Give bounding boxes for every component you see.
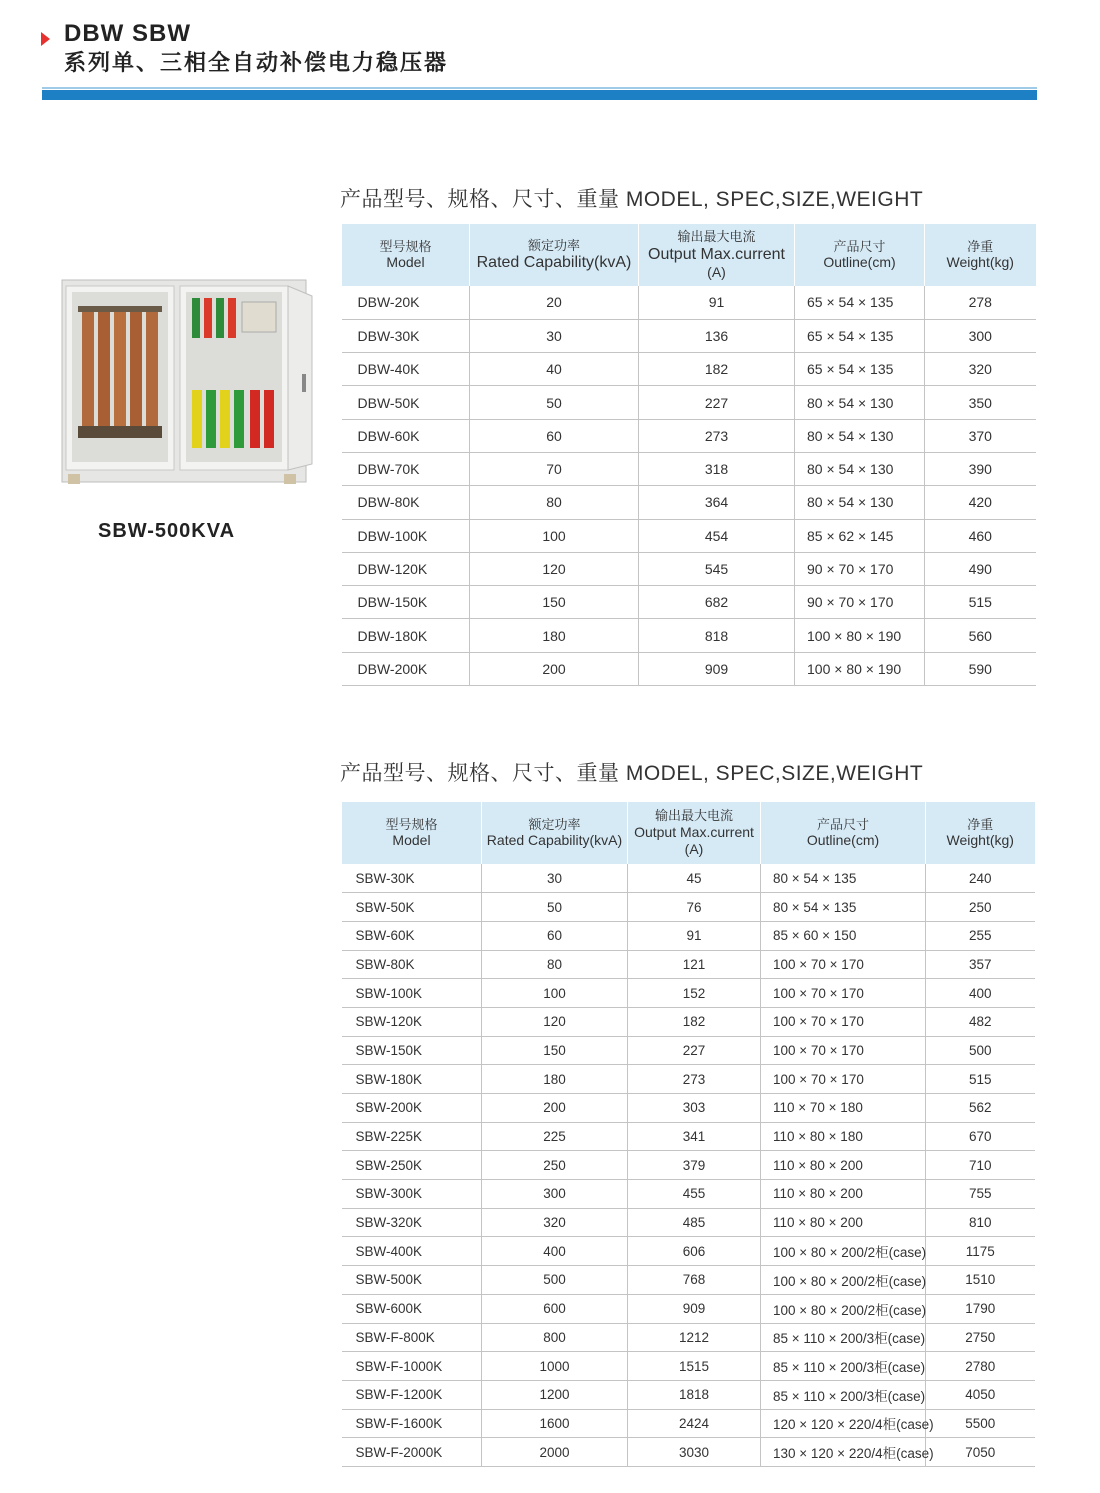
cell-weight: 357: [926, 950, 1035, 979]
cell-model: SBW-200K: [342, 1094, 482, 1123]
cell-weight: 420: [925, 486, 1036, 519]
table-row: [342, 652, 1036, 685]
cell-outline: 65 × 54 × 135: [795, 353, 925, 386]
header-divider-bar: [42, 90, 1037, 100]
cell-model: SBW-100K: [342, 979, 482, 1008]
cell-capability: 80: [470, 486, 639, 519]
cell-capability: 180: [482, 1065, 628, 1094]
cell-model: DBW-40K: [342, 353, 470, 386]
cell-current: 303: [628, 1094, 761, 1123]
cell-model: SBW-60K: [342, 921, 482, 950]
cell-model: DBW-180K: [342, 619, 470, 652]
cell-model: SBW-150K: [342, 1036, 482, 1065]
cell-model: SBW-600K: [342, 1294, 482, 1323]
table-row: [342, 893, 1035, 922]
cell-current: 1212: [628, 1323, 761, 1352]
table-row: [342, 979, 1035, 1008]
cell-weight: 482: [926, 1007, 1035, 1036]
cell-capability: 30: [482, 864, 628, 893]
table-row: [342, 1208, 1035, 1237]
cell-model: SBW-320K: [342, 1208, 482, 1237]
cell-capability: 120: [482, 1007, 628, 1036]
cell-current: 182: [639, 353, 795, 386]
cell-outline: 100 × 70 × 170: [761, 950, 926, 979]
cell-outline: 100 × 80 × 190: [795, 652, 925, 685]
cell-model: SBW-300K: [342, 1180, 482, 1209]
cell-current: 273: [639, 419, 795, 452]
cell-capability: 30: [470, 319, 639, 352]
cell-current: 485: [628, 1208, 761, 1237]
cell-weight: 710: [926, 1151, 1035, 1180]
table-row: [342, 1237, 1035, 1266]
header-current: 输出最大电流 Output Max.current (A): [628, 802, 761, 864]
header-weight: 净重 Weight(kg): [926, 802, 1035, 864]
cell-current: 1818: [628, 1380, 761, 1409]
cell-weight: 1790: [926, 1294, 1035, 1323]
cell-outline: 90 × 70 × 170: [795, 586, 925, 619]
cell-current: 227: [639, 386, 795, 419]
cell-current: 136: [639, 319, 795, 352]
cell-outline: 65 × 54 × 135: [795, 286, 925, 319]
cell-model: SBW-30K: [342, 864, 482, 893]
cell-current: 768: [628, 1266, 761, 1295]
cell-weight: 515: [926, 1065, 1035, 1094]
cell-capability: 1200: [482, 1380, 628, 1409]
cell-weight: 1175: [926, 1237, 1035, 1266]
cell-model: DBW-20K: [342, 286, 470, 319]
cell-capability: 800: [482, 1323, 628, 1352]
table-row: [342, 1007, 1035, 1036]
cell-outline: 110 × 80 × 200: [761, 1180, 926, 1209]
cell-current: 152: [628, 979, 761, 1008]
cell-capability: 100: [470, 519, 639, 552]
cell-capability: 150: [482, 1036, 628, 1065]
table-row: [342, 1294, 1035, 1323]
cell-capability: 600: [482, 1294, 628, 1323]
cell-capability: 250: [482, 1151, 628, 1180]
table-row: [342, 1409, 1035, 1438]
cell-weight: 810: [926, 1208, 1035, 1237]
dbw-spec-table: [341, 224, 1036, 686]
table-row: [342, 1122, 1035, 1151]
table-row: [342, 1180, 1035, 1209]
cell-model: SBW-F-2000K: [342, 1438, 482, 1467]
cell-capability: 200: [470, 652, 639, 685]
cell-outline: 100 × 70 × 170: [761, 979, 926, 1008]
table-row: [342, 1323, 1035, 1352]
table-row: [342, 319, 1036, 352]
cell-outline: 85 × 110 × 200/3柜(case): [761, 1380, 926, 1409]
table-row: [342, 353, 1036, 386]
cell-weight: 670: [926, 1122, 1035, 1151]
cell-capability: 180: [470, 619, 639, 652]
cell-capability: 1600: [482, 1409, 628, 1438]
product-photo: [58, 278, 316, 492]
cell-model: DBW-60K: [342, 419, 470, 452]
table-row: [342, 1036, 1035, 1065]
cell-capability: 120: [470, 552, 639, 585]
cell-weight: 500: [926, 1036, 1035, 1065]
cell-current: 818: [639, 619, 795, 652]
cell-current: 273: [628, 1065, 761, 1094]
cell-current: 364: [639, 486, 795, 519]
table-row: [342, 1151, 1035, 1180]
cell-model: SBW-400K: [342, 1237, 482, 1266]
cell-model: DBW-200K: [342, 652, 470, 685]
cell-current: 455: [628, 1180, 761, 1209]
header-outline: 产品尺寸 Outline(cm): [795, 224, 925, 286]
table-header-row: [342, 224, 1036, 286]
cell-current: 76: [628, 893, 761, 922]
table-row: [342, 452, 1036, 485]
cell-outline: 85 × 60 × 150: [761, 921, 926, 950]
cell-outline: 100 × 80 × 200/2柜(case): [761, 1294, 926, 1323]
page-title-series: DBW SBW: [64, 20, 191, 47]
cell-current: 318: [639, 452, 795, 485]
table-row: [342, 864, 1035, 893]
cell-weight: 5500: [926, 1409, 1035, 1438]
cell-weight: 755: [926, 1180, 1035, 1209]
table-row: [342, 1438, 1035, 1467]
cell-weight: 1510: [926, 1266, 1035, 1295]
cell-model: SBW-50K: [342, 893, 482, 922]
cell-outline: 110 × 80 × 200: [761, 1151, 926, 1180]
header-current: 输出最大电流 Output Max.current (A): [639, 224, 795, 286]
cell-outline: 80 × 54 × 130: [795, 486, 925, 519]
cell-weight: 255: [926, 921, 1035, 950]
table-row: [342, 1094, 1035, 1123]
table-row: [342, 1352, 1035, 1381]
table-header-row: [342, 802, 1035, 864]
cell-model: DBW-70K: [342, 452, 470, 485]
cell-outline: 100 × 80 × 200/2柜(case): [761, 1266, 926, 1295]
cell-outline: 110 × 80 × 200: [761, 1208, 926, 1237]
cell-current: 682: [639, 586, 795, 619]
cell-current: 454: [639, 519, 795, 552]
cell-current: 909: [628, 1294, 761, 1323]
cell-outline: 100 × 70 × 170: [761, 1065, 926, 1094]
cell-current: 3030: [628, 1438, 761, 1467]
page-title-description: 系列单、三相全自动补偿电力稳压器: [64, 50, 449, 75]
cell-weight: 2750: [926, 1323, 1035, 1352]
cell-capability: 60: [482, 921, 628, 950]
table-row: [342, 286, 1036, 319]
cell-weight: 250: [926, 893, 1035, 922]
cell-weight: 370: [925, 419, 1036, 452]
table-row: [342, 419, 1036, 452]
cell-capability: 320: [482, 1208, 628, 1237]
cell-weight: 460: [925, 519, 1036, 552]
cell-model: SBW-250K: [342, 1151, 482, 1180]
cell-model: SBW-500K: [342, 1266, 482, 1295]
section-title-dbw: 产品型号、规格、尺寸、重量 MODEL, SPEC,SIZE,WEIGHT: [340, 188, 924, 211]
cell-current: 45: [628, 864, 761, 893]
cell-capability: 20: [470, 286, 639, 319]
cell-capability: 40: [470, 353, 639, 386]
cell-current: 545: [639, 552, 795, 585]
cell-weight: 390: [925, 452, 1036, 485]
cell-outline: 90 × 70 × 170: [795, 552, 925, 585]
cell-outline: 80 × 54 × 130: [795, 386, 925, 419]
cell-capability: 300: [482, 1180, 628, 1209]
cell-outline: 100 × 70 × 170: [761, 1007, 926, 1036]
cell-weight: 400: [926, 979, 1035, 1008]
cell-outline: 100 × 80 × 200/2柜(case): [761, 1237, 926, 1266]
table-row: [342, 486, 1036, 519]
cell-current: 227: [628, 1036, 761, 1065]
cell-capability: 80: [482, 950, 628, 979]
cell-current: 182: [628, 1007, 761, 1036]
product-caption: SBW-500KVA: [98, 520, 236, 542]
cell-capability: 500: [482, 1266, 628, 1295]
cell-model: SBW-180K: [342, 1065, 482, 1094]
cell-weight: 320: [925, 353, 1036, 386]
cell-outline: 85 × 110 × 200/3柜(case): [761, 1352, 926, 1381]
table-row: [342, 950, 1035, 979]
cell-weight: 490: [925, 552, 1036, 585]
cell-current: 909: [639, 652, 795, 685]
cell-capability: 100: [482, 979, 628, 1008]
cell-current: 606: [628, 1237, 761, 1266]
cell-model: DBW-30K: [342, 319, 470, 352]
cell-model: SBW-120K: [342, 1007, 482, 1036]
section-title-sbw: 产品型号、规格、尺寸、重量 MODEL, SPEC,SIZE,WEIGHT: [340, 762, 924, 785]
cell-outline: 80 × 54 × 135: [761, 864, 926, 893]
cell-capability: 225: [482, 1122, 628, 1151]
cell-outline: 80 × 54 × 135: [761, 893, 926, 922]
cell-current: 91: [639, 286, 795, 319]
cell-outline: 130 × 120 × 220/4柜(case): [761, 1438, 926, 1467]
cell-outline: 65 × 54 × 135: [795, 319, 925, 352]
cell-capability: 50: [470, 386, 639, 419]
table-row: [342, 586, 1036, 619]
cell-model: DBW-50K: [342, 386, 470, 419]
cell-model: SBW-225K: [342, 1122, 482, 1151]
cell-weight: 560: [925, 619, 1036, 652]
cell-capability: 400: [482, 1237, 628, 1266]
header-outline: 产品尺寸 Outline(cm): [761, 802, 926, 864]
cell-outline: 110 × 80 × 180: [761, 1122, 926, 1151]
cell-outline: 80 × 54 × 130: [795, 419, 925, 452]
table-row: [342, 619, 1036, 652]
cell-outline: 100 × 80 × 190: [795, 619, 925, 652]
cell-outline: 110 × 70 × 180: [761, 1094, 926, 1123]
table-row: [342, 519, 1036, 552]
cell-current: 121: [628, 950, 761, 979]
cell-capability: 70: [470, 452, 639, 485]
cell-weight: 590: [925, 652, 1036, 685]
cell-current: 379: [628, 1151, 761, 1180]
cell-weight: 2780: [926, 1352, 1035, 1381]
cell-weight: 278: [925, 286, 1036, 319]
cell-weight: 240: [926, 864, 1035, 893]
cell-weight: 515: [925, 586, 1036, 619]
header-capability: 额定功率 Rated Capability(kvA): [482, 802, 628, 864]
cell-weight: 4050: [926, 1380, 1035, 1409]
cell-weight: 562: [926, 1094, 1035, 1123]
red-triangle-marker: [41, 32, 50, 46]
cell-capability: 2000: [482, 1438, 628, 1467]
cell-capability: 50: [482, 893, 628, 922]
cell-model: DBW-120K: [342, 552, 470, 585]
cell-outline: 85 × 110 × 200/3柜(case): [761, 1323, 926, 1352]
cell-model: SBW-F-800K: [342, 1323, 482, 1352]
header-model: 型号规格 Model: [342, 802, 482, 864]
sbw-spec-table: [341, 802, 1035, 1467]
table-row: [342, 1266, 1035, 1295]
cell-model: SBW-F-1000K: [342, 1352, 482, 1381]
cell-current: 2424: [628, 1409, 761, 1438]
header-capability: 额定功率 Rated Capability(kvA): [470, 224, 639, 286]
table-row: [342, 552, 1036, 585]
cell-outline: 120 × 120 × 220/4柜(case): [761, 1409, 926, 1438]
cell-model: SBW-F-1200K: [342, 1380, 482, 1409]
cell-capability: 200: [482, 1094, 628, 1123]
table-row: [342, 1065, 1035, 1094]
table-row: [342, 921, 1035, 950]
cell-model: DBW-80K: [342, 486, 470, 519]
cell-current: 341: [628, 1122, 761, 1151]
cell-capability: 1000: [482, 1352, 628, 1381]
cell-weight: 350: [925, 386, 1036, 419]
cell-model: SBW-80K: [342, 950, 482, 979]
cell-current: 1515: [628, 1352, 761, 1381]
cell-outline: 80 × 54 × 130: [795, 452, 925, 485]
table-row: [342, 386, 1036, 419]
header-model: 型号规格 Model: [342, 224, 470, 286]
cell-model: SBW-F-1600K: [342, 1409, 482, 1438]
table-row: [342, 1380, 1035, 1409]
cell-current: 91: [628, 921, 761, 950]
cell-capability: 150: [470, 586, 639, 619]
cell-capability: 60: [470, 419, 639, 452]
cell-model: DBW-150K: [342, 586, 470, 619]
cell-weight: 7050: [926, 1438, 1035, 1467]
cell-outline: 85 × 62 × 145: [795, 519, 925, 552]
cell-model: DBW-100K: [342, 519, 470, 552]
cell-outline: 100 × 70 × 170: [761, 1036, 926, 1065]
header-weight: 净重 Weight(kg): [925, 224, 1036, 286]
cell-weight: 300: [925, 319, 1036, 352]
